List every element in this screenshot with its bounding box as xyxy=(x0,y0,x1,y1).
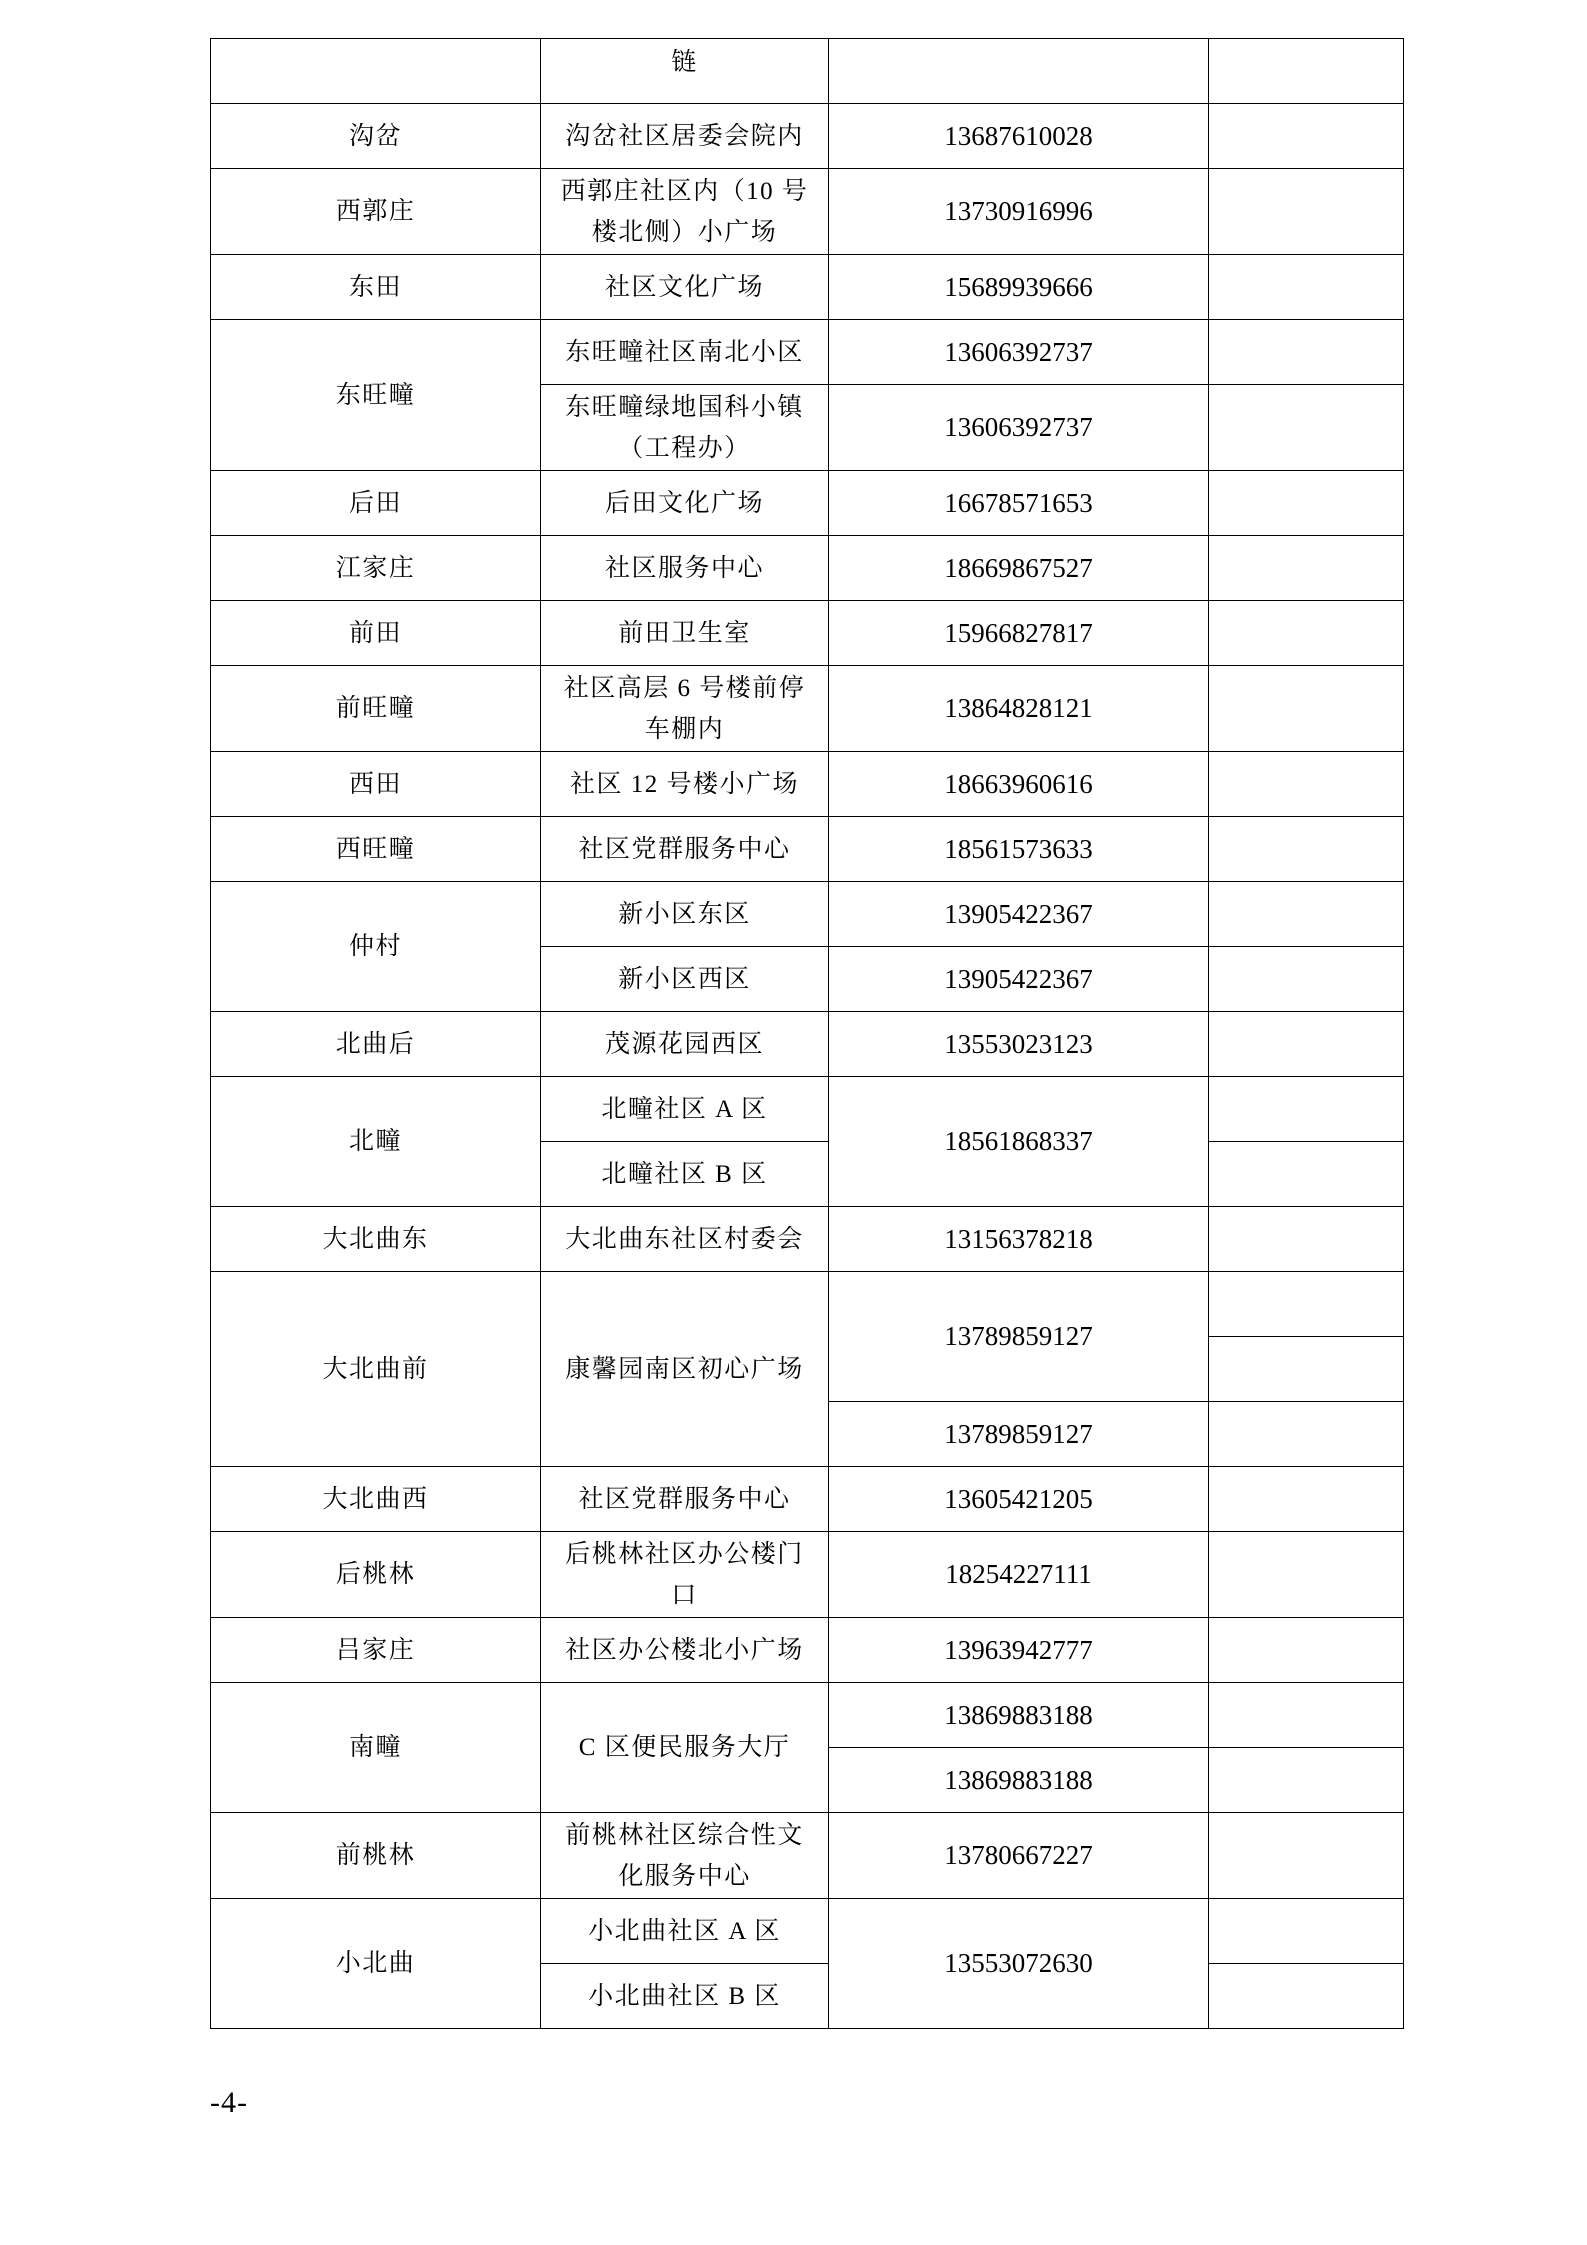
location-cell xyxy=(541,1618,829,1683)
location-line: 北疃社区 B 区 xyxy=(601,1160,768,1188)
phone-cell xyxy=(829,1618,1209,1683)
location-cell xyxy=(541,1964,829,2029)
location-cell xyxy=(541,601,829,666)
location-line: 口 xyxy=(671,1581,698,1609)
community-name: 吕家庄 xyxy=(335,1636,416,1664)
community-name: 前旺疃 xyxy=(335,695,416,722)
community-name: 西旺疃 xyxy=(335,835,416,863)
location-line: 后桃林社区办公楼门 xyxy=(565,1540,804,1568)
remark-cell xyxy=(1209,1012,1404,1077)
community-cell xyxy=(211,1813,541,1899)
community-cell xyxy=(211,666,541,752)
location-cell xyxy=(541,385,829,471)
community-name: 仲村 xyxy=(348,933,402,960)
location-cell xyxy=(541,1813,829,1899)
community-cell xyxy=(211,1012,541,1077)
community-name: 前桃林 xyxy=(335,1842,416,1869)
phone-number: 13606392737 xyxy=(944,412,1093,442)
remark-cell xyxy=(1209,817,1404,882)
remark-cell xyxy=(1209,39,1404,104)
community-name: 南疃 xyxy=(348,1734,402,1761)
phone-number: 13730916996 xyxy=(944,196,1093,226)
phone-cell xyxy=(829,1748,1209,1813)
phone-number: 13789859127 xyxy=(944,1321,1093,1351)
phone-cell xyxy=(829,666,1209,752)
phone-cell xyxy=(829,1467,1209,1532)
phone-number: 15689939666 xyxy=(944,271,1093,302)
phone-number: 13864828121 xyxy=(944,693,1093,723)
community-cell xyxy=(211,752,541,817)
table-row xyxy=(211,1207,1404,1272)
community-cell xyxy=(211,1683,541,1813)
table-row xyxy=(211,882,1404,947)
community-name: 江家庄 xyxy=(335,554,416,582)
community-name: 大北曲东 xyxy=(322,1225,429,1253)
phone-cell xyxy=(829,1532,1209,1618)
community-contact-table xyxy=(210,38,1404,2029)
remark-cell xyxy=(1209,1207,1404,1272)
community-name: 大北曲西 xyxy=(322,1485,429,1513)
location-line: 茂源花园西区 xyxy=(604,1030,764,1058)
location-line: 沟岔社区居委会院内 xyxy=(565,122,804,150)
community-cell xyxy=(211,882,541,1012)
location-line: 社区高层 6 号楼前停 xyxy=(563,674,806,702)
community-name: 后田 xyxy=(348,489,402,517)
table-row xyxy=(211,536,1404,601)
community-cell xyxy=(211,1467,541,1532)
phone-number: 13869883188 xyxy=(944,1764,1093,1795)
remark-cell xyxy=(1209,104,1404,169)
remark-cell xyxy=(1209,1272,1404,1337)
community-name: 沟岔 xyxy=(348,122,402,150)
page-number: -4- xyxy=(210,2086,248,2119)
location-cell xyxy=(541,1142,829,1207)
phone-number: 13687610028 xyxy=(944,120,1093,151)
community-cell xyxy=(211,320,541,471)
community-cell xyxy=(211,1207,541,1272)
location-cell xyxy=(541,752,829,817)
phone-cell xyxy=(829,385,1209,471)
phone-number: 18254227111 xyxy=(945,1559,1092,1589)
location-line: 社区党群服务中心 xyxy=(578,1485,791,1513)
location-cell xyxy=(541,1899,829,1964)
phone-number: 13605421205 xyxy=(944,1483,1093,1514)
remark-cell xyxy=(1209,947,1404,1012)
location-line: 车棚内 xyxy=(644,715,725,743)
phone-cell xyxy=(829,169,1209,255)
location-cell xyxy=(541,947,829,1012)
remark-cell xyxy=(1209,536,1404,601)
remark-cell xyxy=(1209,752,1404,817)
phone-cell xyxy=(829,882,1209,947)
table-row xyxy=(211,601,1404,666)
community-name: 后桃林 xyxy=(335,1561,416,1588)
location-cell xyxy=(541,320,829,385)
location-line: 大北曲东社区村委会 xyxy=(565,1225,804,1253)
community-name: 小北曲 xyxy=(335,1950,416,1977)
remark-cell xyxy=(1209,1532,1404,1618)
community-cell xyxy=(211,536,541,601)
location-cell xyxy=(541,882,829,947)
location-line: 楼北侧）小广场 xyxy=(591,218,778,246)
location-cell xyxy=(541,1077,829,1142)
location-line: （工程办） xyxy=(618,434,751,462)
phone-cell xyxy=(829,1899,1209,2029)
remark-cell xyxy=(1209,1618,1404,1683)
table-row xyxy=(211,1683,1404,1748)
phone-cell xyxy=(829,1207,1209,1272)
remark-cell xyxy=(1209,255,1404,320)
location-line: 社区文化广场 xyxy=(604,273,764,301)
phone-cell xyxy=(829,1012,1209,1077)
location-line: 化服务中心 xyxy=(618,1862,751,1890)
table-row xyxy=(211,1618,1404,1683)
remark-cell xyxy=(1209,1813,1404,1899)
community-name: 东旺疃 xyxy=(335,381,416,409)
remark-cell xyxy=(1209,1402,1404,1467)
table-row xyxy=(211,1532,1404,1618)
phone-number: 13905422367 xyxy=(944,898,1093,929)
location-line: 小北曲社区 B 区 xyxy=(588,1982,781,2010)
community-cell xyxy=(211,1532,541,1618)
table-row xyxy=(211,752,1404,817)
community-name: 北疃 xyxy=(348,1128,402,1155)
community-cell xyxy=(211,255,541,320)
phone-cell xyxy=(829,752,1209,817)
table-row xyxy=(211,1077,1404,1142)
table-row xyxy=(211,104,1404,169)
location-line: 社区办公楼北小广场 xyxy=(565,1636,804,1664)
remark-cell xyxy=(1209,385,1404,471)
phone-cell xyxy=(829,1683,1209,1748)
location-line: 小北曲社区 A 区 xyxy=(588,1917,781,1945)
location-cell xyxy=(541,471,829,536)
community-cell xyxy=(211,471,541,536)
phone-number: 13905422367 xyxy=(944,963,1093,994)
location-cell xyxy=(541,666,829,752)
location-line: 东旺疃社区南北小区 xyxy=(565,338,804,366)
phone-number: 13553023123 xyxy=(944,1028,1093,1059)
location-cell xyxy=(541,1012,829,1077)
location-cell xyxy=(541,255,829,320)
remark-cell xyxy=(1209,169,1404,255)
community-name: 西田 xyxy=(348,770,402,798)
community-cell xyxy=(211,1618,541,1683)
location-line: 东旺疃绿地国科小镇 xyxy=(565,393,804,421)
table-row xyxy=(211,666,1404,752)
remark-cell xyxy=(1209,666,1404,752)
remark-cell xyxy=(1209,471,1404,536)
phone-number: 16678571653 xyxy=(944,487,1093,518)
phone-cell xyxy=(829,471,1209,536)
phone-cell xyxy=(829,1077,1209,1207)
phone-number: 13869883188 xyxy=(944,1699,1093,1730)
phone-number: 18561573633 xyxy=(944,833,1093,864)
phone-cell xyxy=(829,817,1209,882)
table-row xyxy=(211,1467,1404,1532)
community-cell xyxy=(211,817,541,882)
remark-cell xyxy=(1209,1748,1404,1813)
location-cell xyxy=(541,1467,829,1532)
phone-cell xyxy=(829,601,1209,666)
location-cell xyxy=(541,169,829,255)
location-line: 北疃社区 A 区 xyxy=(601,1095,768,1123)
community-name: 大北曲前 xyxy=(322,1355,429,1383)
community-cell xyxy=(211,169,541,255)
location-line: C 区便民服务大厅 xyxy=(578,1734,791,1761)
table-row xyxy=(211,1272,1404,1337)
phone-cell xyxy=(829,1272,1209,1402)
location-cell xyxy=(541,39,829,104)
location-cell xyxy=(541,1683,829,1813)
phone-cell xyxy=(829,104,1209,169)
location-line: 社区党群服务中心 xyxy=(578,835,791,863)
table-row xyxy=(211,1899,1404,1964)
phone-number: 18669867527 xyxy=(944,552,1093,583)
remark-cell xyxy=(1209,1337,1404,1402)
phone-cell xyxy=(829,39,1209,104)
community-cell xyxy=(211,1899,541,2029)
community-cell xyxy=(211,601,541,666)
remark-cell xyxy=(1209,1683,1404,1748)
phone-cell xyxy=(829,320,1209,385)
location-cell xyxy=(541,536,829,601)
location-line: 社区服务中心 xyxy=(604,554,764,582)
location-line: 康馨园南区初心广场 xyxy=(565,1355,804,1383)
table-row xyxy=(211,169,1404,255)
remark-cell xyxy=(1209,1899,1404,1964)
table-row xyxy=(211,817,1404,882)
phone-number: 15966827817 xyxy=(944,617,1093,648)
community-cell xyxy=(211,1077,541,1207)
community-name: 西郭庄 xyxy=(335,198,416,225)
phone-number: 13780667227 xyxy=(944,1840,1093,1870)
table-row xyxy=(211,1012,1404,1077)
community-name: 前田 xyxy=(348,619,402,647)
remark-cell xyxy=(1209,1077,1404,1142)
phone-cell xyxy=(829,1402,1209,1467)
table-row xyxy=(211,255,1404,320)
phone-cell xyxy=(829,1813,1209,1899)
phone-cell xyxy=(829,947,1209,1012)
phone-number: 18663960616 xyxy=(944,768,1093,799)
location-cell xyxy=(541,1272,829,1467)
phone-number: 13156378218 xyxy=(944,1223,1093,1254)
community-cell xyxy=(211,1272,541,1467)
remark-cell xyxy=(1209,320,1404,385)
table-row xyxy=(211,471,1404,536)
phone-number: 13963942777 xyxy=(944,1634,1093,1665)
location-line: 链 xyxy=(671,49,698,76)
location-line: 新小区东区 xyxy=(618,900,751,928)
phone-number: 13606392737 xyxy=(944,336,1093,367)
community-name: 北曲后 xyxy=(335,1030,416,1058)
location-line: 前桃林社区综合性文 xyxy=(565,1821,804,1849)
remark-cell xyxy=(1209,1964,1404,2029)
community-cell xyxy=(211,104,541,169)
phone-number: 13553072630 xyxy=(944,1948,1093,1978)
remark-cell xyxy=(1209,601,1404,666)
location-line: 社区 12 号楼小广场 xyxy=(569,770,799,798)
location-line: 新小区西区 xyxy=(618,965,751,993)
phone-number: 13789859127 xyxy=(944,1418,1093,1449)
table-row xyxy=(211,320,1404,385)
phone-cell xyxy=(829,255,1209,320)
phone-number: 18561868337 xyxy=(944,1126,1093,1156)
remark-cell xyxy=(1209,1142,1404,1207)
table-row xyxy=(211,39,1404,104)
community-name: 东田 xyxy=(348,273,402,301)
community-cell xyxy=(211,39,541,104)
location-cell xyxy=(541,817,829,882)
phone-cell xyxy=(829,536,1209,601)
table-row xyxy=(211,1813,1404,1899)
location-cell xyxy=(541,1532,829,1618)
remark-cell xyxy=(1209,1467,1404,1532)
location-cell xyxy=(541,104,829,169)
location-line: 前田卫生室 xyxy=(618,619,751,647)
location-cell xyxy=(541,1207,829,1272)
location-line: 西郭庄社区内（10 号 xyxy=(560,177,809,205)
remark-cell xyxy=(1209,882,1404,947)
location-line: 后田文化广场 xyxy=(604,489,764,517)
